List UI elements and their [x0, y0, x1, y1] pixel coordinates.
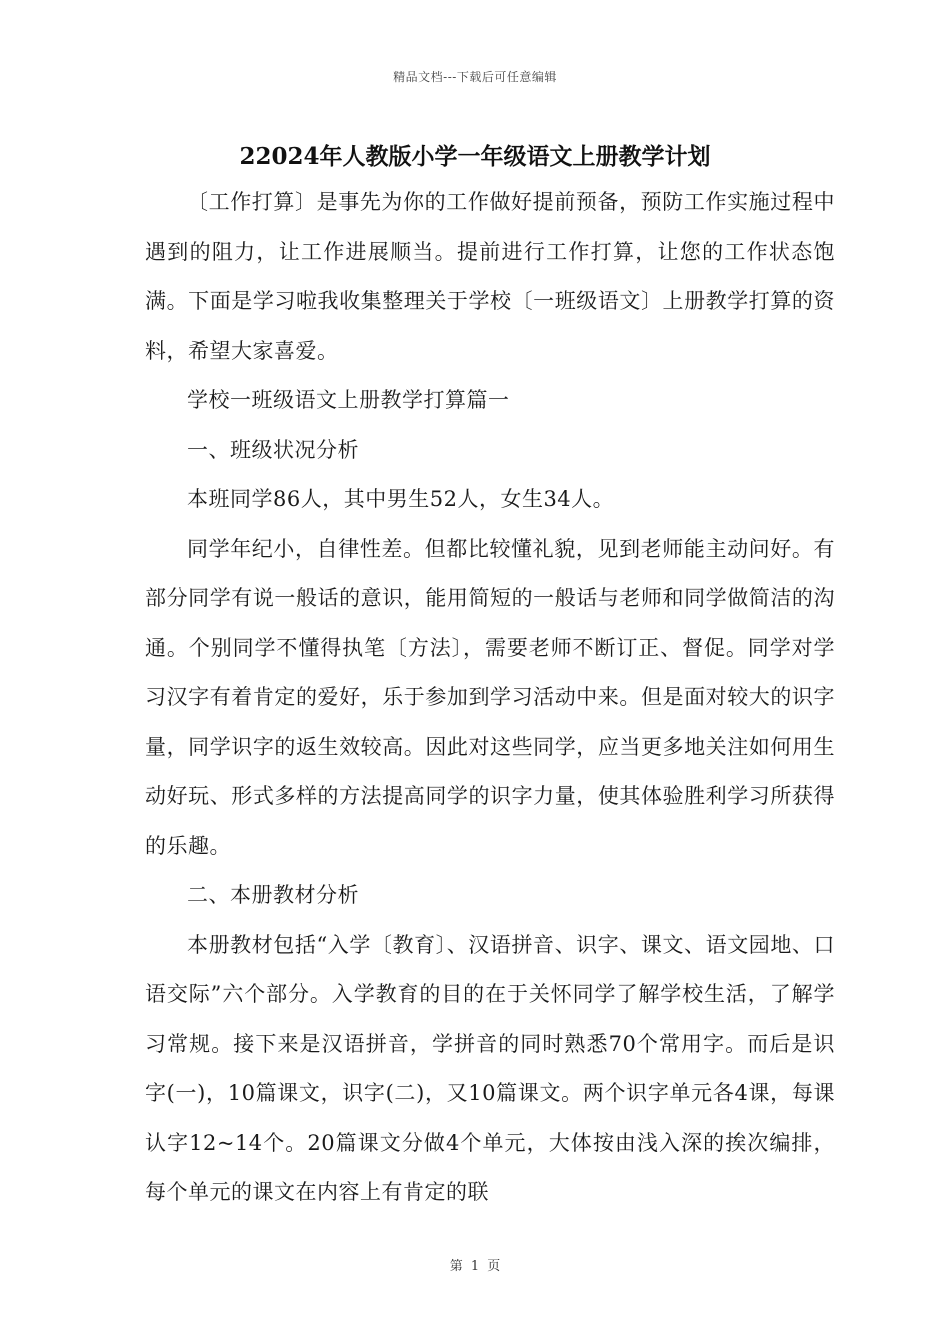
page-header: 精品文档---下载后可任意编辑	[393, 70, 557, 84]
student-analysis-paragraph: 同学年纪小，自律性差。但都比较懂礼貌，见到老师能主动问好。有部分同学有说一般话的意识，能用简短的一般话与老师和同学做简洁的沟通。个别同学不懂得执笔〔方法〕，需要老师不断订正、督促。同学对学习汉字有着肯定的爱好，乐于参加到学习活动中来。但是面对较大的识字量，同学识字的返生效较高。因此对这些同学，应当更多地关注如何用生动好玩、形式多样的方法提高同学的识字力量，使其体验胜利学习所获得的乐趣。	[145, 536, 835, 858]
page-number: 第 1 页	[449, 1259, 501, 1274]
document-title: 22024年人教版小学一年级语文上册教学计划	[239, 143, 711, 170]
section-heading-textbook-analysis: 二、本册教材分析	[187, 883, 359, 907]
section-heading-plan-one: 学校一班级语文上册教学打算篇一	[187, 388, 510, 412]
section-heading-class-analysis: 一、班级状况分析	[187, 437, 359, 462]
class-stats-paragraph: 本班同学86人，其中男生52人，女生34人。	[187, 487, 615, 511]
textbook-analysis-paragraph: 本册教材包括“入学〔教育〕、汉语拼音、识字、课文、语文园地、口语交际”六个部分。入学教育的目的在于关怀同学了解学校生活，了解学习常规。接下来是汉语拼音，学拼音的同时熟悉70个常用字。而后是识字(一)，10篇课文，识字(二)，又10篇课文。两个识字单元各4课，每课认字12~14个。20篇课文分做4个单元，大体按由浅入深的挨次编排，每个单元的课文在内容上有肯定的联	[145, 932, 835, 1204]
intro-paragraph: 〔工作打算〕是事先为你的工作做好提前预备，预防工作实施过程中遇到的阻力，让工作进展顺当。提前进行工作打算，让您的工作状态饱满。下面是学习啦我收集整理关于学校〔一班级语文〕上册教学打算的资料，希望大家喜爱。	[145, 190, 835, 363]
document-body	[145, 178, 835, 1218]
